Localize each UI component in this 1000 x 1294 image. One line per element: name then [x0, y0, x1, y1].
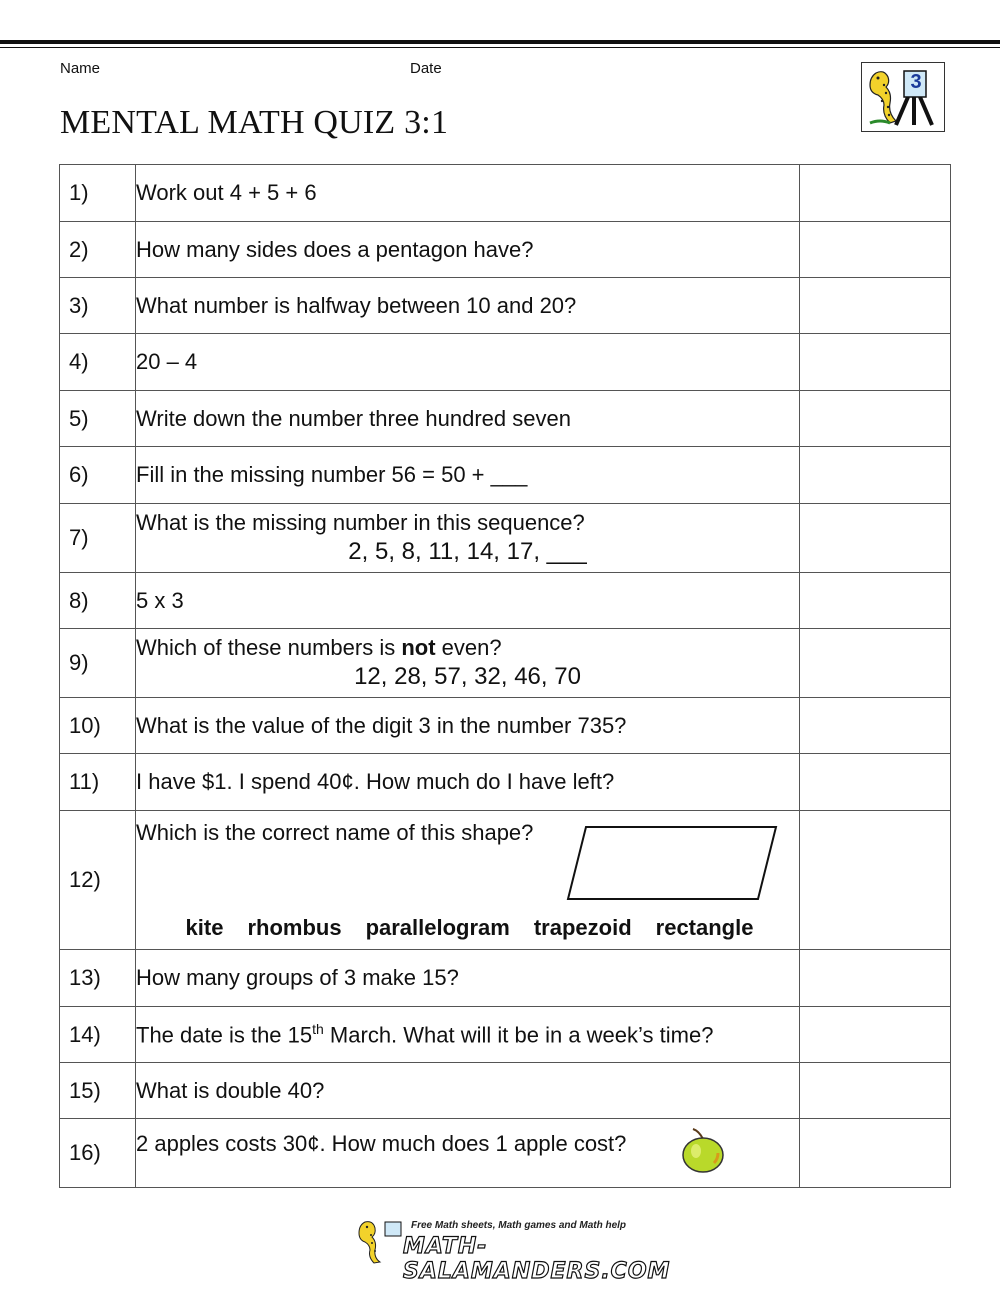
question-number: 16)	[60, 1119, 136, 1188]
question-row-2	[60, 222, 951, 278]
grade-number: 3	[910, 71, 922, 93]
question-number: 9)	[60, 629, 136, 698]
question-number: 10)	[60, 698, 136, 754]
parallelogram-shape-icon	[566, 825, 780, 903]
shape-options	[136, 915, 799, 941]
name-label: Name	[60, 60, 101, 77]
grade-logo	[861, 62, 945, 132]
question-number: 12)	[60, 811, 136, 950]
answer-cell[interactable]	[800, 391, 951, 447]
question-text: The date is the 15th March. What will it be in a week’s time?	[136, 1007, 800, 1063]
answer-cell[interactable]	[800, 222, 951, 278]
question-number: 14)	[60, 1007, 136, 1063]
question-text: Write down the number three hundred seven	[136, 391, 800, 447]
answer-cell[interactable]	[800, 698, 951, 754]
question-number: 5)	[60, 391, 136, 447]
apple-icon	[678, 1125, 728, 1175]
question-text: What is double 40?	[136, 1063, 800, 1119]
question-row-1	[60, 165, 951, 222]
question-text: Fill in the missing number 56 = 50 + ___	[136, 447, 800, 504]
footer-tagline: Free Math sheets, Math games and Math help	[411, 1220, 627, 1231]
question-text: 2 apples costs 30¢. How much does 1 apple cost?	[136, 1131, 627, 1156]
question-row-9	[60, 629, 951, 698]
question-number: 7)	[60, 504, 136, 573]
answer-cell[interactable]	[800, 811, 951, 950]
question-row-12	[60, 811, 951, 950]
question-row-14	[60, 1007, 951, 1063]
option-kite: kite	[185, 915, 224, 940]
question-number: 11)	[60, 754, 136, 811]
top-rule-thin	[0, 47, 1000, 48]
question-text: What number is halfway between 10 and 20?	[136, 278, 800, 334]
question-row-5	[60, 391, 951, 447]
option-parallelogram: parallelogram	[365, 915, 510, 940]
question-text: Work out 4 + 5 + 6	[136, 165, 800, 222]
question-number: 1)	[60, 165, 136, 222]
question-row-6	[60, 447, 951, 504]
answer-cell[interactable]	[800, 447, 951, 504]
question-number: 3)	[60, 278, 136, 334]
answer-cell[interactable]	[800, 754, 951, 811]
answer-cell[interactable]	[800, 504, 951, 573]
question-number: 15)	[60, 1063, 136, 1119]
question-text: 5 x 3	[136, 573, 800, 629]
question-row-8	[60, 573, 951, 629]
question-number: 13)	[60, 950, 136, 1007]
question-text: How many groups of 3 make 15?	[136, 950, 800, 1007]
question-number: 6)	[60, 447, 136, 504]
answer-cell[interactable]	[800, 1007, 951, 1063]
answer-cell[interactable]	[800, 165, 951, 222]
question-row-3	[60, 278, 951, 334]
salamander-logo-icon	[862, 63, 944, 131]
answer-cell[interactable]	[800, 950, 951, 1007]
question-row-15	[60, 1063, 951, 1119]
answer-cell[interactable]	[800, 573, 951, 629]
option-rectangle: rectangle	[655, 915, 754, 940]
footer-salamander-icon	[355, 1218, 405, 1264]
footer-logo	[355, 1216, 671, 1284]
question-text: I have $1. I spend 40¢. How much do I have left?	[136, 754, 800, 811]
answer-cell[interactable]	[800, 1119, 951, 1188]
page-title: MENTAL MATH QUIZ 3:1	[60, 104, 449, 141]
footer-site-name[interactable]: MATH-SALAMANDERS.COM	[403, 1234, 671, 1284]
question-row-10	[60, 698, 951, 754]
answer-cell[interactable]	[800, 334, 951, 391]
question-text: How many sides does a pentagon have?	[136, 222, 800, 278]
question-number: 4)	[60, 334, 136, 391]
emphasis-not: not	[401, 635, 436, 660]
question-text: What is the missing number in this sequence?	[136, 510, 585, 535]
number-list: 12, 28, 57, 32, 46, 70	[354, 663, 581, 690]
answer-cell[interactable]	[800, 629, 951, 698]
question-row-13	[60, 950, 951, 1007]
answer-cell[interactable]	[800, 278, 951, 334]
question-text: 20 – 4	[136, 334, 800, 391]
quiz-table	[59, 164, 951, 1188]
option-trapezoid: trapezoid	[533, 915, 632, 940]
question-text: Which of these numbers is not even?	[136, 635, 502, 660]
top-rule-thick	[0, 40, 1000, 44]
option-rhombus: rhombus	[247, 915, 342, 940]
question-row-11	[60, 754, 951, 811]
question-row-4	[60, 334, 951, 391]
date-label: Date	[410, 60, 442, 77]
answer-cell[interactable]	[800, 1063, 951, 1119]
question-text: What is the value of the digit 3 in the number 735?	[136, 698, 800, 754]
number-sequence: 2, 5, 8, 11, 14, 17, ___	[348, 538, 587, 565]
question-number: 2)	[60, 222, 136, 278]
question-row-16	[60, 1119, 951, 1188]
question-text: Which is the correct name of this shape?	[136, 820, 534, 845]
question-number: 8)	[60, 573, 136, 629]
question-row-7	[60, 504, 951, 573]
